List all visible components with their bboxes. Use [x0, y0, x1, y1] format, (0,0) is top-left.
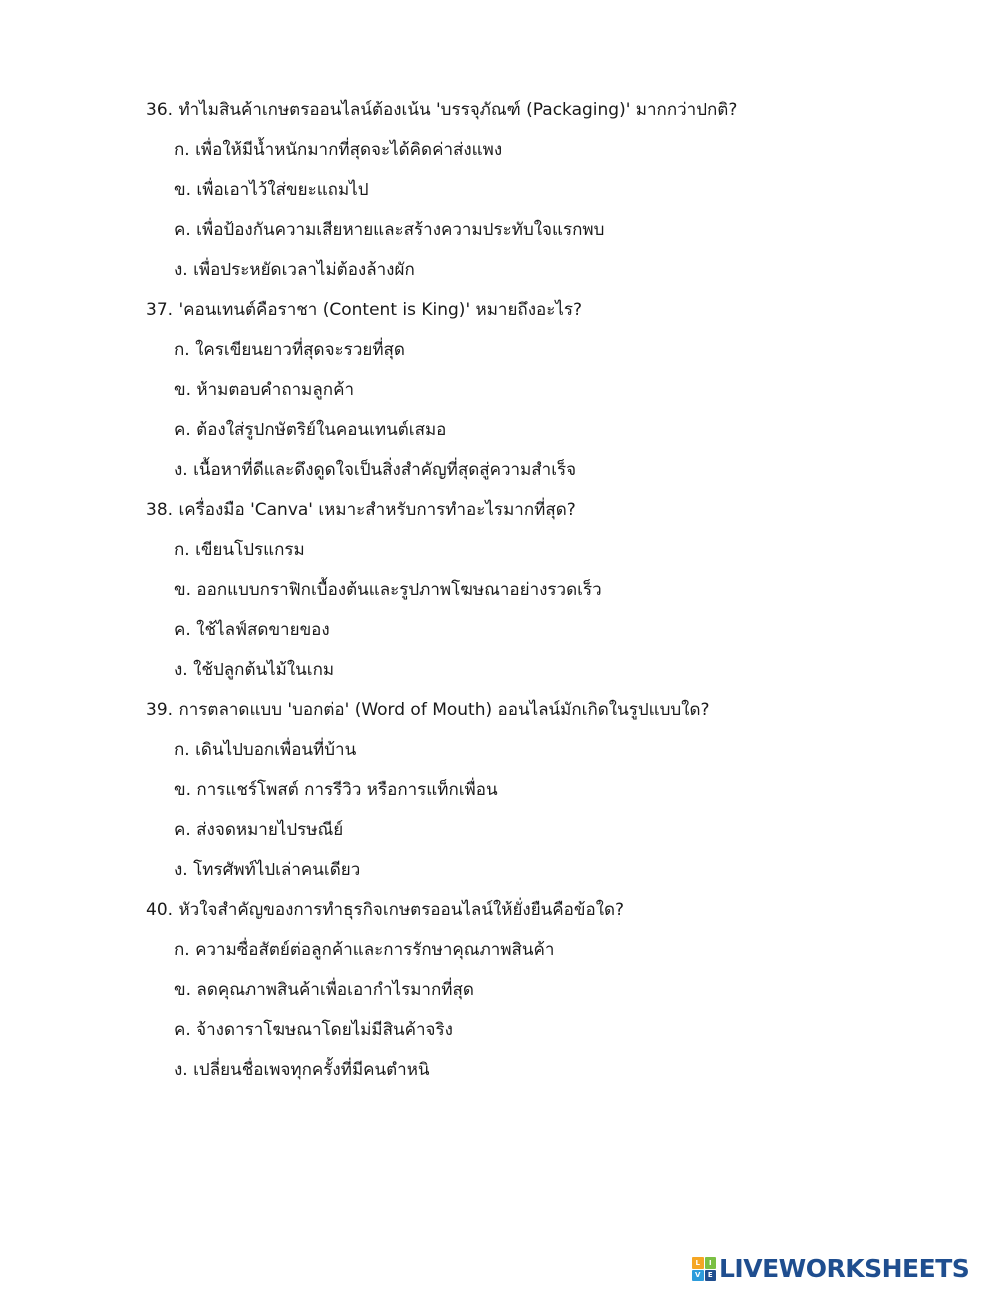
- answer-option-a[interactable]: ก. ใครเขียนยาวที่สุดจะรวยที่สุด: [174, 340, 405, 360]
- worksheet: [0, 96, 1000, 1096]
- question-39: [0, 696, 1000, 896]
- answer-option-a[interactable]: ก. เขียนโปรแกรม: [174, 540, 305, 560]
- brand-name: LIVEWORKSHEETS: [719, 1254, 970, 1283]
- answer-option-d[interactable]: ง. เปลี่ยนชื่อเพจทุกครั้งที่มีคนตำหนิ: [174, 1060, 430, 1080]
- question-text: 38. เครื่องมือ 'Canva' เหมาะสำหรับการทำอะไรมากที่สุด?: [146, 500, 576, 520]
- answer-option-d[interactable]: ง. เนื้อหาที่ดีและดึงดูดใจเป็นสิ่งสำคัญที่สุดสู่ความสำเร็จ: [174, 460, 577, 480]
- answer-option-b[interactable]: ข. เพื่อเอาไว้ใส่ขยะแถมไป: [174, 180, 369, 200]
- question-40: [0, 896, 1000, 1096]
- answer-option-a[interactable]: ก. เพื่อให้มีน้ำหนักมากที่สุดจะได้คิดค่าส่งแพง: [174, 140, 503, 160]
- answer-option-b[interactable]: ข. ลดคุณภาพสินค้าเพื่อเอากำไรมากที่สุด: [174, 980, 474, 1000]
- answer-option-d[interactable]: ง. ใช้ปลูกต้นไม้ในเกม: [174, 660, 335, 680]
- answer-option-b[interactable]: ข. ห้ามตอบคำถามลูกค้า: [174, 380, 355, 400]
- logo-letter: V: [692, 1270, 704, 1282]
- answer-option-c[interactable]: ค. จ้างดาราโฆษณาโดยไม่มีสินค้าจริง: [174, 1020, 453, 1040]
- logo-letter: I: [705, 1257, 717, 1269]
- answer-option-c[interactable]: ค. ใช้ไลฟ์สดขายของ: [174, 620, 330, 640]
- answer-option-b[interactable]: ข. ออกแบบกราฟิกเบื้องต้นและรูปภาพโฆษณาอย่างรวดเร็ว: [174, 580, 602, 600]
- answer-option-b[interactable]: ข. การแชร์โพสต์ การรีวิว หรือการแท็กเพื่อน: [174, 780, 498, 800]
- question-38: [0, 496, 1000, 696]
- answer-option-c[interactable]: ค. ส่งจดหมายไปรษณีย์: [174, 820, 344, 840]
- question-36: [0, 96, 1000, 296]
- logo-letter: L: [692, 1257, 704, 1269]
- answer-option-d[interactable]: ง. เพื่อประหยัดเวลาไม่ต้องล้างผัก: [174, 260, 415, 280]
- logo-icon: [692, 1257, 716, 1281]
- question-text: 39. การตลาดแบบ 'บอกต่อ' (Word of Mouth) ออนไลน์มักเกิดในรูปแบบใด?: [146, 700, 710, 720]
- answer-option-c[interactable]: ค. ต้องใส่รูปกษัตริย์ในคอนเทนต์เสมอ: [174, 420, 447, 440]
- question-text: 37. 'คอนเทนต์คือราชา (Content is King)' หมายถึงอะไร?: [146, 300, 583, 320]
- answer-option-a[interactable]: ก. ความซื่อสัตย์ต่อลูกค้าและการรักษาคุณภาพสินค้า: [174, 940, 555, 960]
- question-text: 40. หัวใจสำคัญของการทำธุรกิจเกษตรออนไลน์ให้ยั่งยืนคือข้อใด?: [146, 900, 625, 920]
- answer-option-a[interactable]: ก. เดินไปบอกเพื่อนที่บ้าน: [174, 740, 357, 760]
- liveworksheets-logo: [692, 1254, 988, 1284]
- answer-option-c[interactable]: ค. เพื่อป้องกันความเสียหายและสร้างความประทับใจแรกพบ: [174, 220, 605, 240]
- question-37: [0, 296, 1000, 496]
- answer-option-d[interactable]: ง. โทรศัพท์ไปเล่าคนเดียว: [174, 860, 361, 880]
- question-text: 36. ทำไมสินค้าเกษตรออนไลน์ต้องเน้น 'บรรจุภัณฑ์ (Packaging)' มากกว่าปกติ?: [146, 100, 738, 120]
- logo-letter: E: [705, 1270, 717, 1282]
